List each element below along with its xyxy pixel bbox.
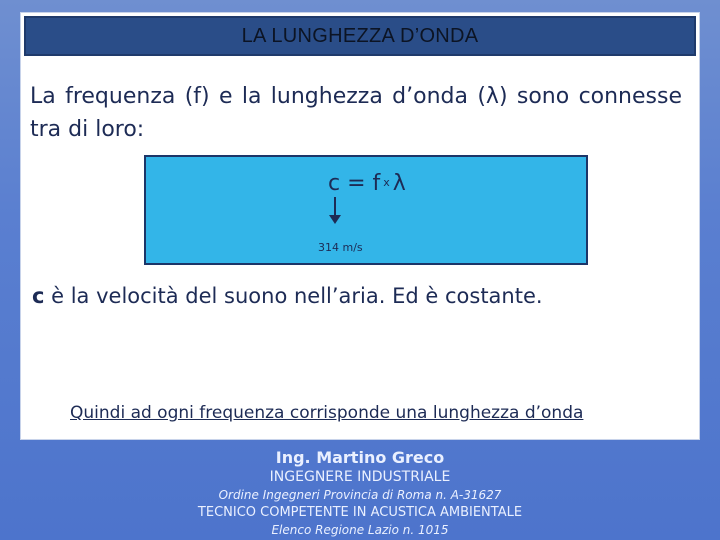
footer-order: Ordine Ingegneri Provincia di Roma n. A-31627 <box>218 488 502 502</box>
footer-name: Ing. Martino Greco <box>275 448 445 467</box>
formula-box <box>144 155 588 265</box>
footer <box>0 440 720 540</box>
formula-rhs: λ <box>392 171 406 196</box>
sound-line-bold: c <box>32 284 45 308</box>
footer-role: INGEGNERE INDUSTRIALE <box>269 469 451 485</box>
down-arrow-icon <box>334 197 336 217</box>
slide-title: LA LUNGHEZZA D’ONDA <box>241 24 479 47</box>
footer-list: Elenco Regione Lazio n. 1015 <box>271 523 449 537</box>
conclusion-text: Quindi ad ogni frequenza corrisponde una lunghezza d’onda <box>70 403 584 423</box>
formula-times: x <box>383 176 390 189</box>
formula-lhs: c = f <box>328 171 381 196</box>
title-bar <box>24 16 696 56</box>
speed-value: 314 m/s <box>318 241 363 254</box>
sound-line-rest: è la velocità del suono nell’aria. Ed è costante. <box>44 284 543 308</box>
arrow-head-icon <box>329 215 341 224</box>
intro-paragraph: La frequenza (f) e la lunghezza d’onda (λ) sono connesse tra di loro: <box>30 84 682 142</box>
sound-speed-line <box>32 284 543 308</box>
footer-technician: TECNICO COMPETENTE IN ACUSTICA AMBIENTALE <box>197 505 523 520</box>
formula <box>328 171 406 196</box>
